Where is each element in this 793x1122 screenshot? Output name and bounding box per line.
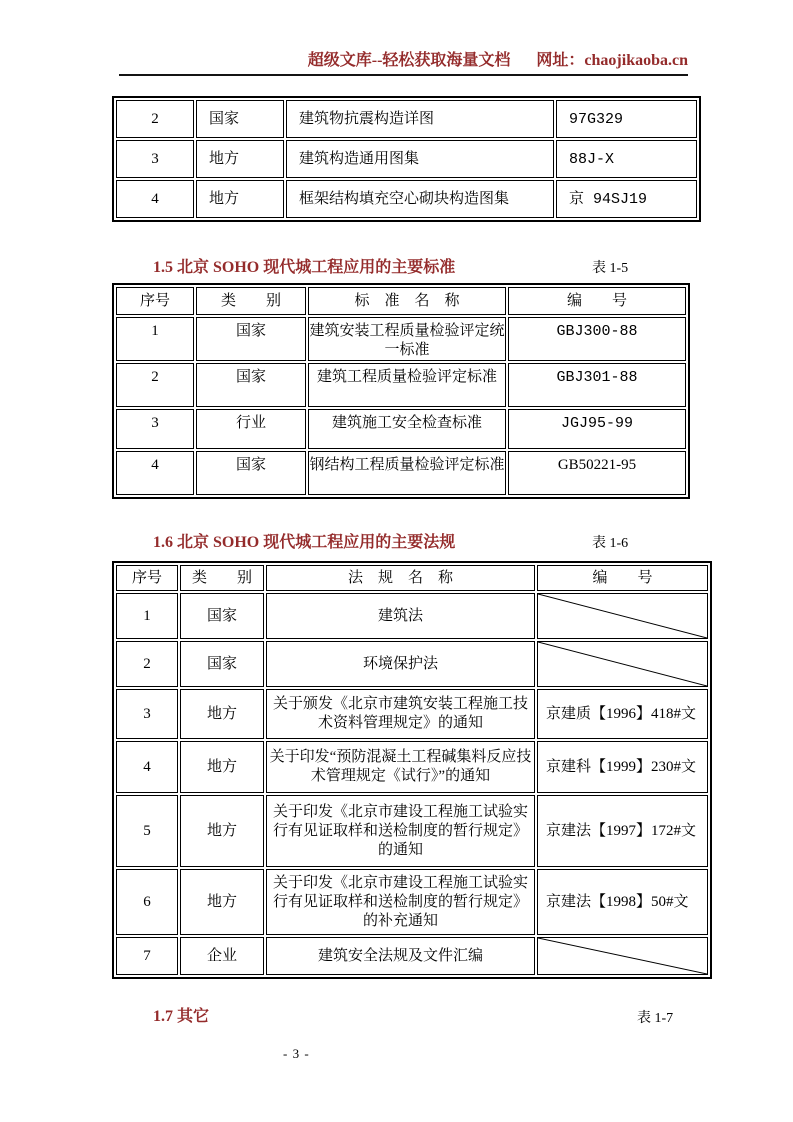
name-cell: 关于印发《北京市建设工程施工试验实行有见证取样和送检制度的暂行规定》的通知 bbox=[266, 795, 535, 867]
page-number: - 3 - bbox=[283, 1046, 310, 1061]
header-site-url: 网址：chaojikaoba.cn bbox=[536, 52, 688, 69]
table-1-7-label: 表 1-7 bbox=[637, 1011, 674, 1026]
category-cell: 国家 bbox=[196, 317, 306, 361]
code-cell: GBJ300-88 bbox=[508, 317, 686, 361]
category-cell: 地方 bbox=[180, 689, 264, 739]
section-1-7-heading: 1.7 其它 bbox=[153, 1008, 210, 1025]
empty-code-cell bbox=[537, 593, 708, 639]
code-cell: GBJ301-88 bbox=[508, 363, 686, 407]
table-row bbox=[116, 869, 708, 935]
table-row bbox=[116, 451, 686, 495]
category-cell: 国家 bbox=[180, 641, 264, 687]
header-divider bbox=[119, 74, 688, 76]
seq-cell: 4 bbox=[116, 180, 194, 218]
table-row bbox=[116, 795, 708, 867]
diagonal-line-icon bbox=[538, 594, 707, 638]
category-cell: 地方 bbox=[180, 741, 264, 793]
category-header-cell: 类 别 bbox=[180, 565, 264, 591]
code-cell: 京建法【1997】172#文 bbox=[537, 795, 708, 867]
seq-cell: 4 bbox=[116, 451, 194, 495]
name-cell: 钢结构工程质量检验评定标准 bbox=[308, 451, 506, 495]
table-row bbox=[116, 741, 708, 793]
category-header-cell: 类 别 bbox=[196, 287, 306, 315]
code-cell: 京建法【1998】50#文 bbox=[537, 869, 708, 935]
seq-header-cell: 序号 bbox=[116, 565, 178, 591]
category-cell: 行业 bbox=[196, 409, 306, 449]
seq-cell: 3 bbox=[116, 689, 178, 739]
table-row bbox=[116, 317, 686, 361]
seq-header-cell: 序号 bbox=[116, 287, 194, 315]
code-cell: 京 94SJ19 bbox=[556, 180, 697, 218]
header-brand-text: 超级文库--轻松获取海量文档 bbox=[307, 52, 511, 69]
code-cell: JGJ95-99 bbox=[508, 409, 686, 449]
table-row bbox=[116, 937, 708, 975]
name-cell: 建筑构造通用图集 bbox=[286, 140, 554, 178]
category-cell: 地方 bbox=[180, 795, 264, 867]
table-row bbox=[116, 593, 708, 639]
name-cell: 关于颁发《北京市建筑安装工程施工技术资料管理规定》的通知 bbox=[266, 689, 535, 739]
name-cell: 建筑工程质量检验评定标准 bbox=[308, 363, 506, 407]
category-cell: 国家 bbox=[196, 451, 306, 495]
table-row bbox=[116, 641, 708, 687]
table-row bbox=[116, 409, 686, 449]
name-cell: 环境保护法 bbox=[266, 641, 535, 687]
table-row bbox=[116, 100, 697, 138]
category-cell: 国家 bbox=[196, 100, 284, 138]
code-cell: 88J-X bbox=[556, 140, 697, 178]
seq-cell: 2 bbox=[116, 641, 178, 687]
name-header-cell: 标 准 名 称 bbox=[308, 287, 506, 315]
name-cell: 建筑物抗震构造详图 bbox=[286, 100, 554, 138]
category-cell: 地方 bbox=[180, 869, 264, 935]
table-1-6-label: 表 1-6 bbox=[592, 536, 629, 551]
category-cell: 地方 bbox=[196, 140, 284, 178]
table-header-row bbox=[116, 565, 708, 591]
table-row bbox=[116, 180, 697, 218]
section-1-6-heading: 1.6 北京 SOHO 现代城工程应用的主要法规 bbox=[153, 534, 456, 551]
code-header-cell: 编 号 bbox=[537, 565, 708, 591]
empty-code-cell bbox=[537, 937, 708, 975]
diagonal-line-icon bbox=[538, 642, 707, 686]
category-cell: 地方 bbox=[196, 180, 284, 218]
name-cell: 关于印发“预防混凝土工程碱集料反应技术管理规定《试行》”的通知 bbox=[266, 741, 535, 793]
table-row bbox=[116, 140, 697, 178]
name-cell: 关于印发《北京市建设工程施工试验实行有见证取样和送检制度的暂行规定》的补充通知 bbox=[266, 869, 535, 935]
continued-atlas-table bbox=[112, 96, 701, 222]
code-cell: GB50221-95 bbox=[508, 451, 686, 495]
code-cell: 京建质【1996】418#文 bbox=[537, 689, 708, 739]
category-cell: 国家 bbox=[196, 363, 306, 407]
name-cell: 框架结构填充空心砌块构造图集 bbox=[286, 180, 554, 218]
empty-code-cell bbox=[537, 641, 708, 687]
seq-cell: 5 bbox=[116, 795, 178, 867]
seq-cell: 1 bbox=[116, 317, 194, 361]
table-row bbox=[116, 689, 708, 739]
document-header bbox=[119, 47, 688, 70]
table-header-row bbox=[116, 287, 686, 315]
section-1-5-heading: 1.5 北京 SOHO 现代城工程应用的主要标准 bbox=[153, 259, 456, 276]
seq-cell: 7 bbox=[116, 937, 178, 975]
seq-cell: 3 bbox=[116, 140, 194, 178]
seq-cell: 3 bbox=[116, 409, 194, 449]
name-cell: 建筑安全法规及文件汇编 bbox=[266, 937, 535, 975]
name-cell: 建筑施工安全检查标准 bbox=[308, 409, 506, 449]
category-cell: 企业 bbox=[180, 937, 264, 975]
table-1-5-label: 表 1-5 bbox=[592, 261, 629, 276]
seq-cell: 6 bbox=[116, 869, 178, 935]
name-header-cell: 法 规 名 称 bbox=[266, 565, 535, 591]
name-cell: 建筑安装工程质量检验评定统一标准 bbox=[308, 317, 506, 361]
seq-cell: 1 bbox=[116, 593, 178, 639]
table-row bbox=[116, 363, 686, 407]
diagonal-line-icon bbox=[538, 938, 707, 974]
seq-cell: 2 bbox=[116, 363, 194, 407]
category-cell: 国家 bbox=[180, 593, 264, 639]
seq-cell: 4 bbox=[116, 741, 178, 793]
name-cell: 建筑法 bbox=[266, 593, 535, 639]
code-cell: 京建科【1999】230#文 bbox=[537, 741, 708, 793]
code-cell: 97G329 bbox=[556, 100, 697, 138]
regulations-table bbox=[112, 561, 712, 979]
seq-cell: 2 bbox=[116, 100, 194, 138]
code-header-cell: 编 号 bbox=[508, 287, 686, 315]
standards-table bbox=[112, 283, 690, 499]
